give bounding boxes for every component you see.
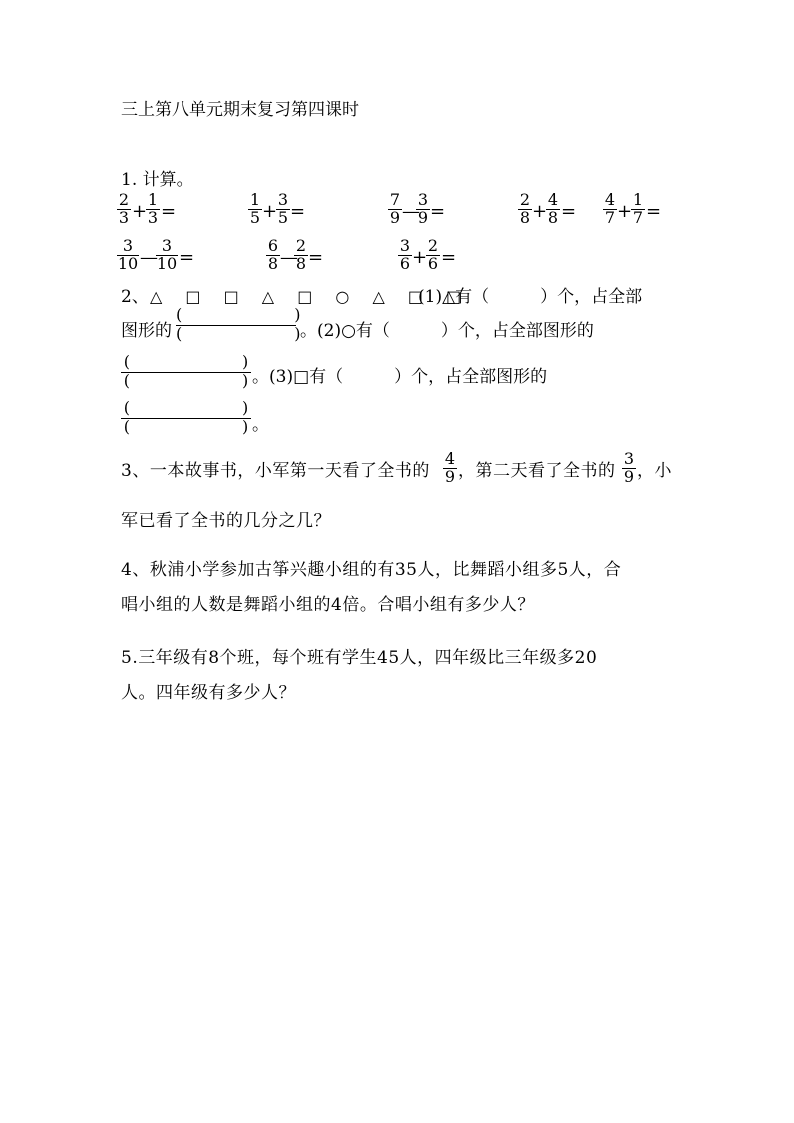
fraction: 2 8 xyxy=(519,190,531,227)
fraction: 3 9 xyxy=(623,449,635,486)
shape-sequence: △ □ □ △ □ ○ △ □ □ xyxy=(150,287,471,306)
operator: + xyxy=(532,201,548,222)
q4-line2: 唱小组的人数是舞蹈小组的4倍。合唱小组有多少人？ xyxy=(121,595,535,615)
fraction: 3 5 xyxy=(277,190,289,227)
fraction: 2 8 xyxy=(295,236,307,273)
fraction: 2 6 xyxy=(427,236,439,273)
blank-fraction-2[interactable] xyxy=(121,354,251,391)
numerator-blank[interactable]: ( ) xyxy=(123,352,249,371)
equals-sign: = xyxy=(161,201,177,222)
equals-sign: = xyxy=(441,247,457,268)
q2-part3: 。(3)□有（ ）个，占全部图形的 xyxy=(252,367,548,387)
equals-sign: = xyxy=(179,247,195,268)
denominator-blank[interactable]: ( ) xyxy=(123,417,249,436)
fraction: 2 3 xyxy=(118,190,130,227)
operator: + xyxy=(412,247,428,268)
operator: + xyxy=(262,201,278,222)
fraction: 4 7 xyxy=(604,190,616,227)
q2-part2: 。(2)○有（ ）个，占全部图形的 xyxy=(300,321,594,341)
q4-line1: 4、秋浦小学参加古筝兴趣小组的有35人，比舞蹈小组多5人，合 xyxy=(121,560,622,580)
fraction: 1 5 xyxy=(249,190,261,227)
q3-line2: 军已看了全书的几分之几？ xyxy=(121,511,331,531)
operator: — xyxy=(140,247,158,268)
fraction: 3 10 xyxy=(156,236,178,273)
equals-sign: = xyxy=(290,201,306,222)
operator: — xyxy=(402,201,420,222)
blank-fraction-1[interactable] xyxy=(176,305,301,344)
q3-line1a: 3、一本故事书，小军第一天看了全书的 xyxy=(121,461,430,481)
blank-fraction-3[interactable] xyxy=(121,400,251,437)
fraction: 6 8 xyxy=(267,236,279,273)
q1-label: 1. 计算。 xyxy=(121,170,194,190)
q3-line1c: ，小 xyxy=(637,461,672,481)
q5-line1: 5.三年级有8个班，每个班有学生45人，四年级比三年级多20 xyxy=(121,648,598,668)
q5-line2: 人。四年级有多少人？ xyxy=(121,683,296,703)
q2-prefix: 2、 xyxy=(121,287,149,307)
denominator-blank[interactable]: ( ) xyxy=(176,324,301,343)
q2-part1: (1)△有（ ）个，占全部 xyxy=(418,287,643,307)
fraction: 4 8 xyxy=(547,190,559,227)
equals-sign: = xyxy=(430,201,446,222)
equals-sign: = xyxy=(561,201,577,222)
page-title: 三上第八单元期末复习第四课时 xyxy=(121,100,359,120)
numerator-blank[interactable]: ( ) xyxy=(176,305,301,324)
fraction: 1 3 xyxy=(147,190,159,227)
fraction: 4 9 xyxy=(444,449,456,486)
equals-sign: = xyxy=(308,247,324,268)
fraction: 7 9 xyxy=(389,190,401,227)
numerator-blank[interactable]: ( ) xyxy=(123,398,249,417)
denominator-blank[interactable]: ( ) xyxy=(123,371,249,390)
fraction: 3 10 xyxy=(117,236,139,273)
operator: + xyxy=(132,201,148,222)
operator: — xyxy=(280,247,298,268)
fraction: 1 7 xyxy=(632,190,644,227)
q3-line1b: ，第二天看了全书的 xyxy=(458,461,616,481)
fraction: 3 6 xyxy=(399,236,411,273)
q2-end: 。 xyxy=(252,415,269,435)
fraction: 3 9 xyxy=(417,190,429,227)
q2-part1-label: 图形的 xyxy=(121,321,172,341)
equals-sign: = xyxy=(646,201,662,222)
operator: + xyxy=(617,201,633,222)
